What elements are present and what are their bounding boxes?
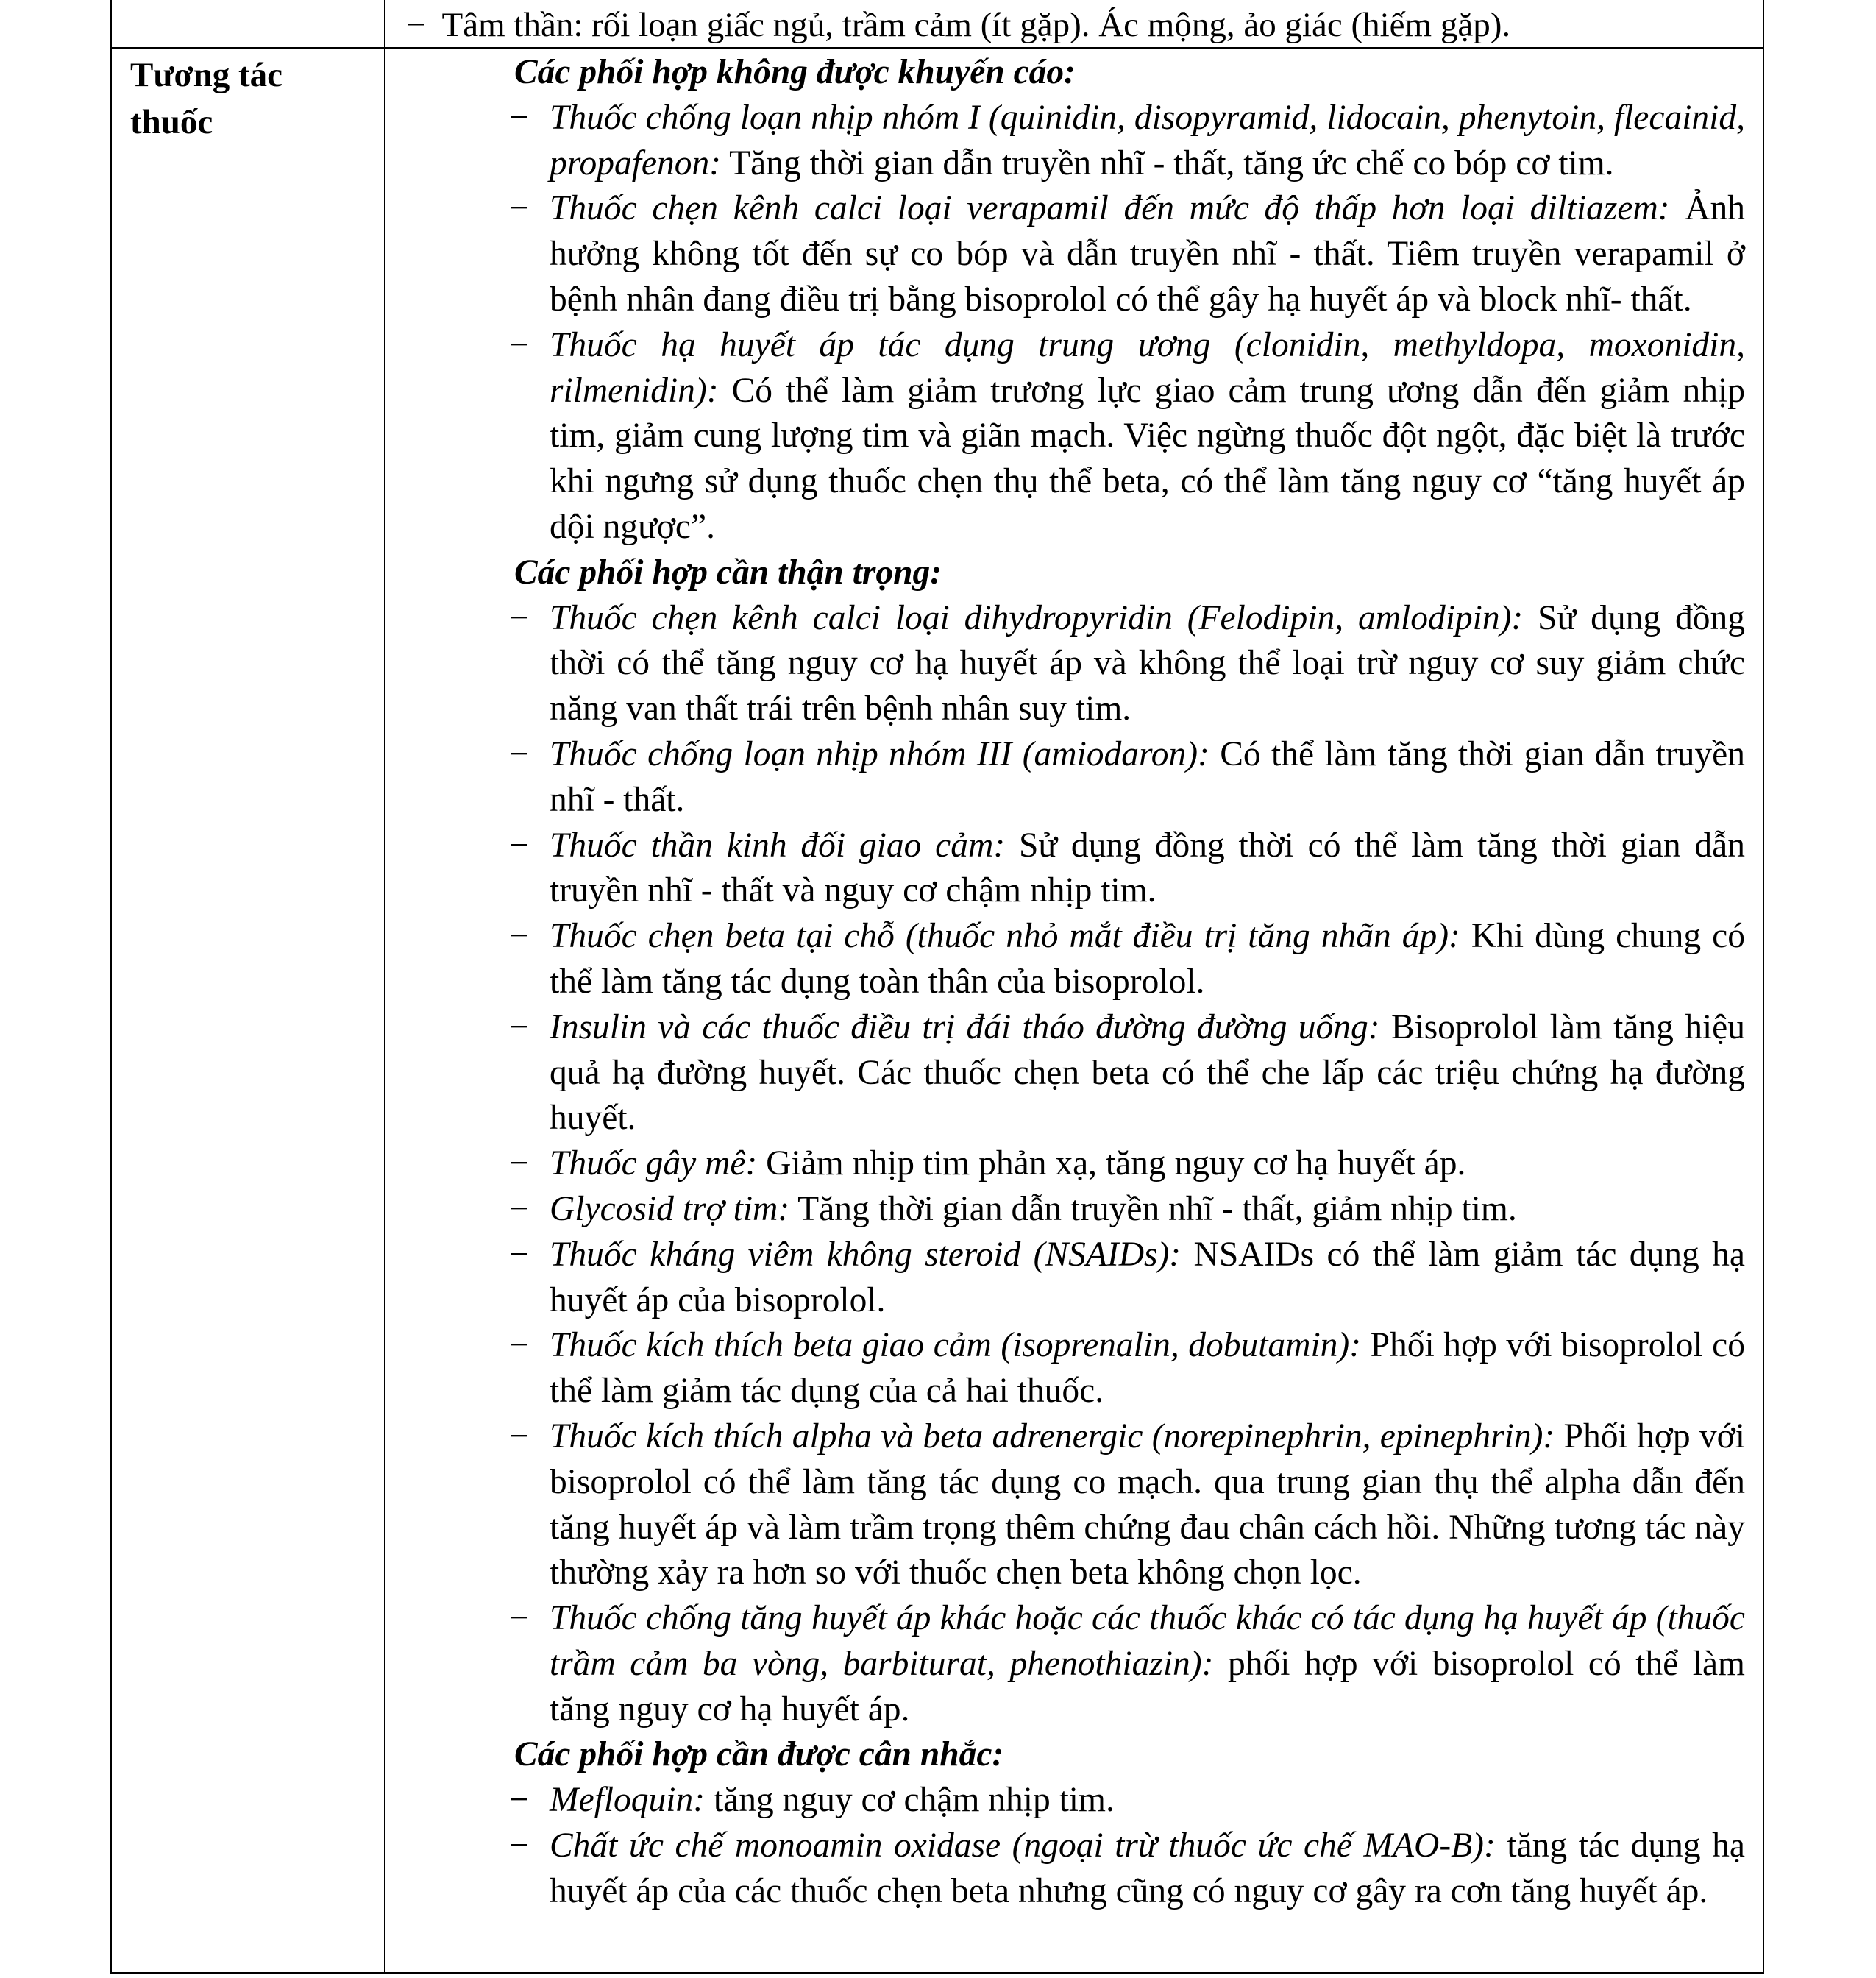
bullet-dash: − [509,826,529,865]
row-label-line-2: thuốc [130,103,213,141]
interaction-item [399,1323,1745,1414]
interaction-effect-text: Có thể làm giảm trương lực giao cảm trung ương dẫn đến giảm nhịp tim, giảm cung lượng tim và giãn mạch. Việc ngừng thuốc đột ngột, đặc biệt là trước khi ngưng sử dụng thuốc chẹn thụ thể beta, có thể làm tăng nguy cơ “tăng huyết áp dội ngược”. [550,371,1745,546]
interaction-effect-text: Khi dùng chung có thể làm tăng tác dụng toàn thân của bisoprolol. [550,917,1745,1001]
interaction-item [399,596,1745,732]
bullet-dash: − [509,325,529,364]
interaction-effect-text: tăng tác dụng hạ huyết áp của các thuốc chẹn beta nhưng cũng có nguy cơ gây ra cơn tăng huyết áp. [550,1826,1745,1910]
bullet-dash: − [406,6,426,44]
interaction-effect-text: Bisoprolol làm tăng hiệu quả hạ đường huyết. Các thuốc chẹn beta có thể che lấp các triệu chứng hạ đường huyết. [550,1007,1745,1138]
drug-class-name: Thuốc chẹn kênh calci loại dihydropyridin (Felodipin, amlodipin): [550,598,1524,637]
interaction-effect-text: phối hợp với bisoprolol có thể làm tăng nguy cơ hạ huyết áp. [550,1644,1745,1729]
interaction-item [399,1596,1745,1732]
interaction-item [399,823,1745,915]
section-heading: Các phối hợp cần thận trọng: [514,553,942,592]
interaction-item [399,186,1745,322]
drug-class-name: Chất ức chế monoamin oxidase (ngoại trừ thuốc ức chế MAO-B): [550,1826,1496,1865]
drug-class-name: Thuốc chẹn beta tại chỗ (thuốc nhỏ mắt điều trị tăng nhãn áp): [550,917,1460,956]
bullet-dash: − [509,1189,529,1228]
bullet-dash: − [509,1235,529,1274]
interaction-effect-text: Phối hợp với bisoprolol có thể làm tăng tác dụng co mạch. qua trung gian thụ thể alpha dẫn đến tăng huyết áp và làm trầm trọng thêm chứng đau chân cách hồi. Những tương tác này thường xảy ra hơn so với thuốc chẹn beta không chọn lọc. [550,1417,1745,1592]
drug-class-name: Thuốc kháng viêm không steroid (NSAIDs): [550,1235,1182,1274]
row-label-drug-interactions [130,49,373,146]
interaction-effect-text: Sử dụng đồng thời có thể tăng nguy cơ hạ huyết áp và không thể loại trừ nguy cơ suy giảm chức năng van thất trái trên bệnh nhân suy tim. [550,598,1745,729]
interaction-effect-text: Ảnh hưởng không tốt đến sự co bóp và dẫn truyền nhĩ - thất. Tiêm truyền verapamil ở bệnh nhân đang điều trị bằng bisoprolol có thể gây hạ huyết áp và block nhĩ- thất. [550,189,1745,319]
interaction-effect-text: Tăng thời gian dẫn truyền nhĩ - thất, tăng ức chế co bóp cơ tim. [721,143,1614,182]
interaction-item [399,323,1745,550]
interaction-effect-text: NSAIDs có thể làm giảm tác dụng hạ huyết áp của bisoprolol. [550,1235,1746,1319]
interaction-item [399,732,1745,823]
bullet-dash: − [509,1826,529,1865]
column-divider [384,0,385,1972]
interaction-effect-text: Phối hợp với bisoprolol có thể làm giảm tác dụng của cả hai thuốc. [550,1326,1746,1411]
interaction-effect-text: Có thể làm tăng thời gian dẫn truyền nhĩ - thất. [550,734,1745,819]
side-effects-cell [406,0,1738,49]
drug-class-name: Thuốc chống loạn nhịp nhóm III (amiodaron): [550,734,1209,773]
drug-class-name: Thuốc kích thích alpha và beta adrenergic (norepinephrin, epinephrin): [550,1417,1555,1456]
bullet-dash: − [509,1007,529,1046]
interaction-item [399,914,1745,1005]
drug-class-name: Thuốc hạ huyết áp tác dụng trung ương (clonidin, methyldopa, moxonidin, rilmenidin): [550,325,1745,410]
drug-class-name: Mefloquin: [550,1781,706,1820]
bullet-dash: − [509,1781,529,1820]
drug-class-name: Insulin và các thuốc điều trị đái tháo đường đường uống: [550,1007,1380,1046]
bullet-dash: − [509,98,529,137]
interaction-item [399,1414,1745,1596]
drug-class-name: Glycosid trợ tim: [550,1189,790,1228]
drug-interactions-content [399,50,1745,1915]
drug-class-name: Thuốc thần kinh đối giao cảm: [550,826,1006,865]
bullet-dash: − [509,598,529,637]
drug-class-name: Thuốc chẹn kênh calci loại verapamil đến mức độ thấp hơn loại diltiazem: [550,189,1670,228]
interaction-effect-text: Giảm nhịp tim phản xạ, tăng nguy cơ hạ huyết áp. [757,1144,1466,1183]
side-effects-text: Tâm thần: rối loạn giấc ngủ, trầm cảm (ít gặp). Ác mộng, ảo giác (hiếm gặp). [441,6,1511,44]
section-heading: Các phối hợp cần được cân nhắc: [514,1735,1004,1774]
section-heading: Các phối hợp không được khuyến cáo: [514,53,1076,91]
interaction-item [399,1233,1745,1324]
drug-class-name: Thuốc chống tăng huyết áp khác hoặc các thuốc khác có tác dụng hạ huyết áp (thuốc trầm cảm ba vòng, barbiturat, phenothiazin): [550,1599,1745,1683]
drug-info-table [110,0,1764,1974]
bullet-dash: − [509,189,529,228]
bullet-dash: − [509,1599,529,1638]
drug-class-name: Thuốc gây mê: [550,1144,758,1183]
bullet-dash: − [509,1144,529,1183]
interaction-item [399,1823,1745,1915]
bullet-dash: − [509,917,529,956]
drug-class-name: Thuốc chống loạn nhịp nhóm I (quinidin, disopyramid, lidocain, phenytoin, flecainid, propafenon: [550,98,1745,182]
interaction-effect-text: tăng nguy cơ chậm nhịp tim. [705,1781,1115,1820]
interaction-effect-text: Sử dụng đồng thời có thể làm tăng thời gian dẫn truyền nhĩ - thất và nguy cơ chậm nhịp tim. [550,826,1745,910]
row-label-line-1: Tương tác [130,56,283,94]
interaction-effect-text: Tăng thời gian dẫn truyền nhĩ - thất, giảm nhịp tim. [789,1189,1517,1228]
interaction-item [399,1778,1745,1823]
bullet-dash: − [509,734,529,773]
interaction-item [399,1005,1745,1141]
bullet-dash: − [509,1417,529,1456]
interaction-item [399,1187,1745,1233]
bullet-dash: − [509,1326,529,1365]
interaction-item [399,1141,1745,1187]
interaction-item [399,96,1745,187]
drug-class-name: Thuốc kích thích beta giao cảm (isoprenalin, dobutamin): [550,1326,1362,1365]
